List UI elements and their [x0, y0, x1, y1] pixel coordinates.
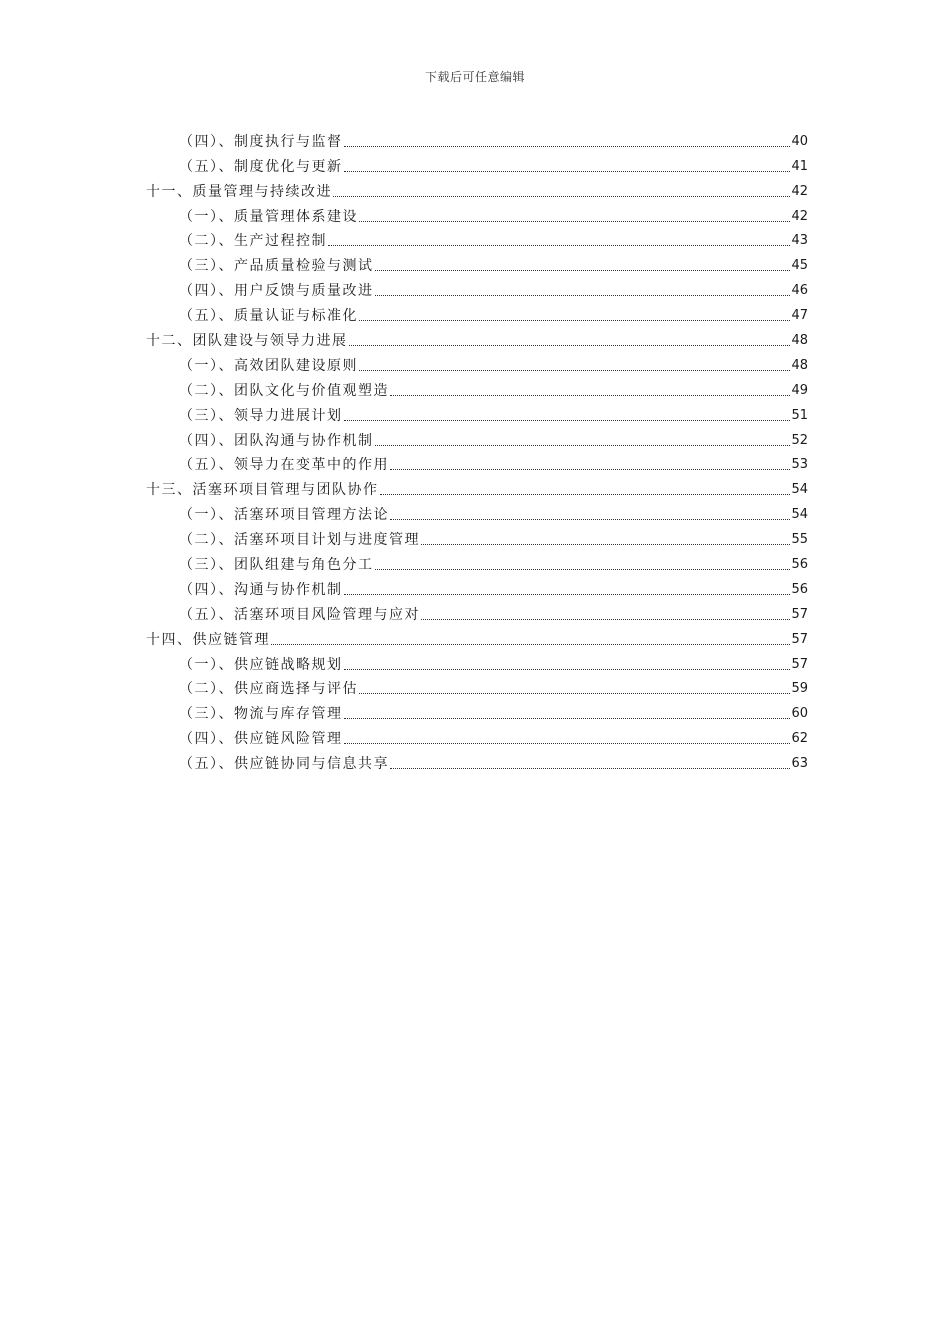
- toc-chapter-entry[interactable]: [146, 624, 808, 649]
- toc-section-entry[interactable]: [146, 226, 808, 251]
- toc-page-number: 48: [791, 333, 808, 349]
- toc-page-number: 57: [791, 631, 808, 647]
- toc-entry-title: 十一、质量管理与持续改进: [146, 183, 332, 200]
- toc-dot-leader: [359, 320, 790, 321]
- toc-dot-leader: [344, 171, 791, 172]
- toc-page-number: 55: [791, 532, 808, 548]
- toc-page-number: 63: [791, 756, 808, 772]
- toc-dot-leader: [375, 295, 791, 296]
- toc-section-entry[interactable]: [146, 126, 808, 151]
- toc-dot-leader: [328, 245, 790, 246]
- toc-entry-title: （五）、供应链协同与信息共享: [179, 756, 389, 773]
- toc-page-number: 60: [791, 706, 808, 722]
- toc-entry-title: （四）、制度执行与监督: [179, 133, 343, 150]
- toc-page-number: 54: [791, 482, 808, 498]
- toc-dot-leader: [344, 146, 791, 147]
- toc-entry-title: （二）、生产过程控制: [179, 233, 327, 250]
- toc-dot-leader: [375, 270, 791, 271]
- toc-chapter-entry[interactable]: [146, 325, 808, 350]
- toc-entry-title: （一）、活塞环项目管理方法论: [179, 507, 389, 524]
- toc-dot-leader: [375, 569, 791, 570]
- toc-entry-title: （三）、团队组建与角色分工: [179, 557, 374, 574]
- toc-entry-title: （三）、领导力进展计划: [179, 407, 343, 424]
- toc-page-number: 42: [791, 208, 808, 224]
- toc-page-number: 45: [791, 258, 808, 274]
- toc-entry-title: （五）、制度优化与更新: [179, 158, 343, 175]
- toc-dot-leader: [375, 445, 791, 446]
- toc-dot-leader: [344, 594, 791, 595]
- toc-dot-leader: [421, 544, 790, 545]
- toc-section-entry[interactable]: [146, 275, 808, 300]
- toc-dot-leader: [359, 370, 790, 371]
- toc-section-entry[interactable]: [146, 549, 808, 574]
- toc-section-entry[interactable]: [146, 400, 808, 425]
- toc-entry-title: 十三、活塞环项目管理与团队协作: [146, 482, 379, 499]
- toc-section-entry[interactable]: [146, 674, 808, 699]
- toc-page-number: 57: [791, 606, 808, 622]
- toc-page-number: 41: [791, 158, 808, 174]
- toc-entry-title: （一）、高效团队建设原则: [179, 357, 358, 374]
- toc-entry-title: （二）、活塞环项目计划与进度管理: [179, 532, 420, 549]
- toc-page-number: 52: [791, 432, 808, 448]
- toc-entry-title: （四）、用户反馈与质量改进: [179, 283, 374, 300]
- toc-entry-title: （三）、物流与库存管理: [179, 706, 343, 723]
- toc-section-entry[interactable]: [146, 574, 808, 599]
- toc-page-number: 49: [791, 382, 808, 398]
- toc-entry-title: （五）、领导力在变革中的作用: [179, 457, 389, 474]
- toc-page-number: 56: [791, 581, 808, 597]
- toc-section-entry[interactable]: [146, 375, 808, 400]
- toc-dot-leader: [333, 196, 790, 197]
- toc-section-entry[interactable]: [146, 748, 808, 773]
- toc-page-number: 57: [791, 656, 808, 672]
- toc-entry-title: 十四、供应链管理: [146, 631, 270, 648]
- toc-dot-leader: [344, 743, 791, 744]
- toc-section-entry[interactable]: [146, 300, 808, 325]
- toc-page-number: 43: [791, 233, 808, 249]
- toc-entry-title: （五）、活塞环项目风险管理与应对: [179, 606, 420, 623]
- toc-dot-leader: [390, 519, 790, 520]
- toc-dot-leader: [349, 345, 791, 346]
- toc-dot-leader: [380, 494, 791, 495]
- toc-page-number: 42: [791, 183, 808, 199]
- toc-section-entry[interactable]: [146, 350, 808, 375]
- toc-dot-leader: [359, 693, 790, 694]
- toc-dot-leader: [344, 669, 791, 670]
- toc-page-number: 48: [791, 357, 808, 373]
- toc-entry-title: （三）、产品质量检验与测试: [179, 258, 374, 275]
- toc-section-entry[interactable]: [146, 524, 808, 549]
- toc-section-entry[interactable]: [146, 425, 808, 450]
- toc-dot-leader: [390, 395, 790, 396]
- toc-entry-title: （四）、沟通与协作机制: [179, 581, 343, 598]
- toc-section-entry[interactable]: [146, 499, 808, 524]
- toc-chapter-entry[interactable]: [146, 474, 808, 499]
- toc-entry-title: 十二、团队建设与领导力进展: [146, 333, 348, 350]
- toc-dot-leader: [271, 644, 790, 645]
- toc-page-number: 59: [791, 681, 808, 697]
- toc-section-entry[interactable]: [146, 599, 808, 624]
- toc-dot-leader: [344, 420, 791, 421]
- toc-entry-title: （二）、供应商选择与评估: [179, 681, 358, 698]
- toc-section-entry[interactable]: [146, 723, 808, 748]
- toc-page-number: 53: [791, 457, 808, 473]
- toc-page-number: 56: [791, 557, 808, 573]
- toc-page-number: 46: [791, 283, 808, 299]
- toc-chapter-entry[interactable]: [146, 176, 808, 201]
- toc-page-number: 51: [791, 407, 808, 423]
- toc-dot-leader: [390, 768, 790, 769]
- toc-entry-title: （二）、团队文化与价值观塑造: [179, 382, 389, 399]
- toc-dot-leader: [359, 221, 790, 222]
- toc-section-entry[interactable]: [146, 649, 808, 674]
- toc-page-number: 47: [791, 308, 808, 324]
- toc-page-number: 62: [791, 731, 808, 747]
- toc-entry-title: （四）、团队沟通与协作机制: [179, 432, 374, 449]
- toc-entry-title: （五）、质量认证与标准化: [179, 308, 358, 325]
- toc-section-entry[interactable]: [146, 201, 808, 226]
- toc-page-number: 54: [791, 507, 808, 523]
- toc-section-entry[interactable]: [146, 450, 808, 475]
- toc-section-entry[interactable]: [146, 250, 808, 275]
- toc-dot-leader: [390, 469, 790, 470]
- toc-dot-leader: [421, 619, 790, 620]
- toc-entry-title: （四）、供应链风险管理: [179, 731, 343, 748]
- page-header: 下载后可任意编辑: [424, 70, 525, 84]
- toc-section-entry[interactable]: [146, 698, 808, 723]
- toc-page-number: 40: [791, 133, 808, 149]
- table-of-contents: [146, 126, 808, 773]
- toc-section-entry[interactable]: [146, 151, 808, 176]
- toc-entry-title: （一）、供应链战略规划: [179, 656, 343, 673]
- toc-dot-leader: [344, 718, 791, 719]
- toc-entry-title: （一）、质量管理体系建设: [179, 208, 358, 225]
